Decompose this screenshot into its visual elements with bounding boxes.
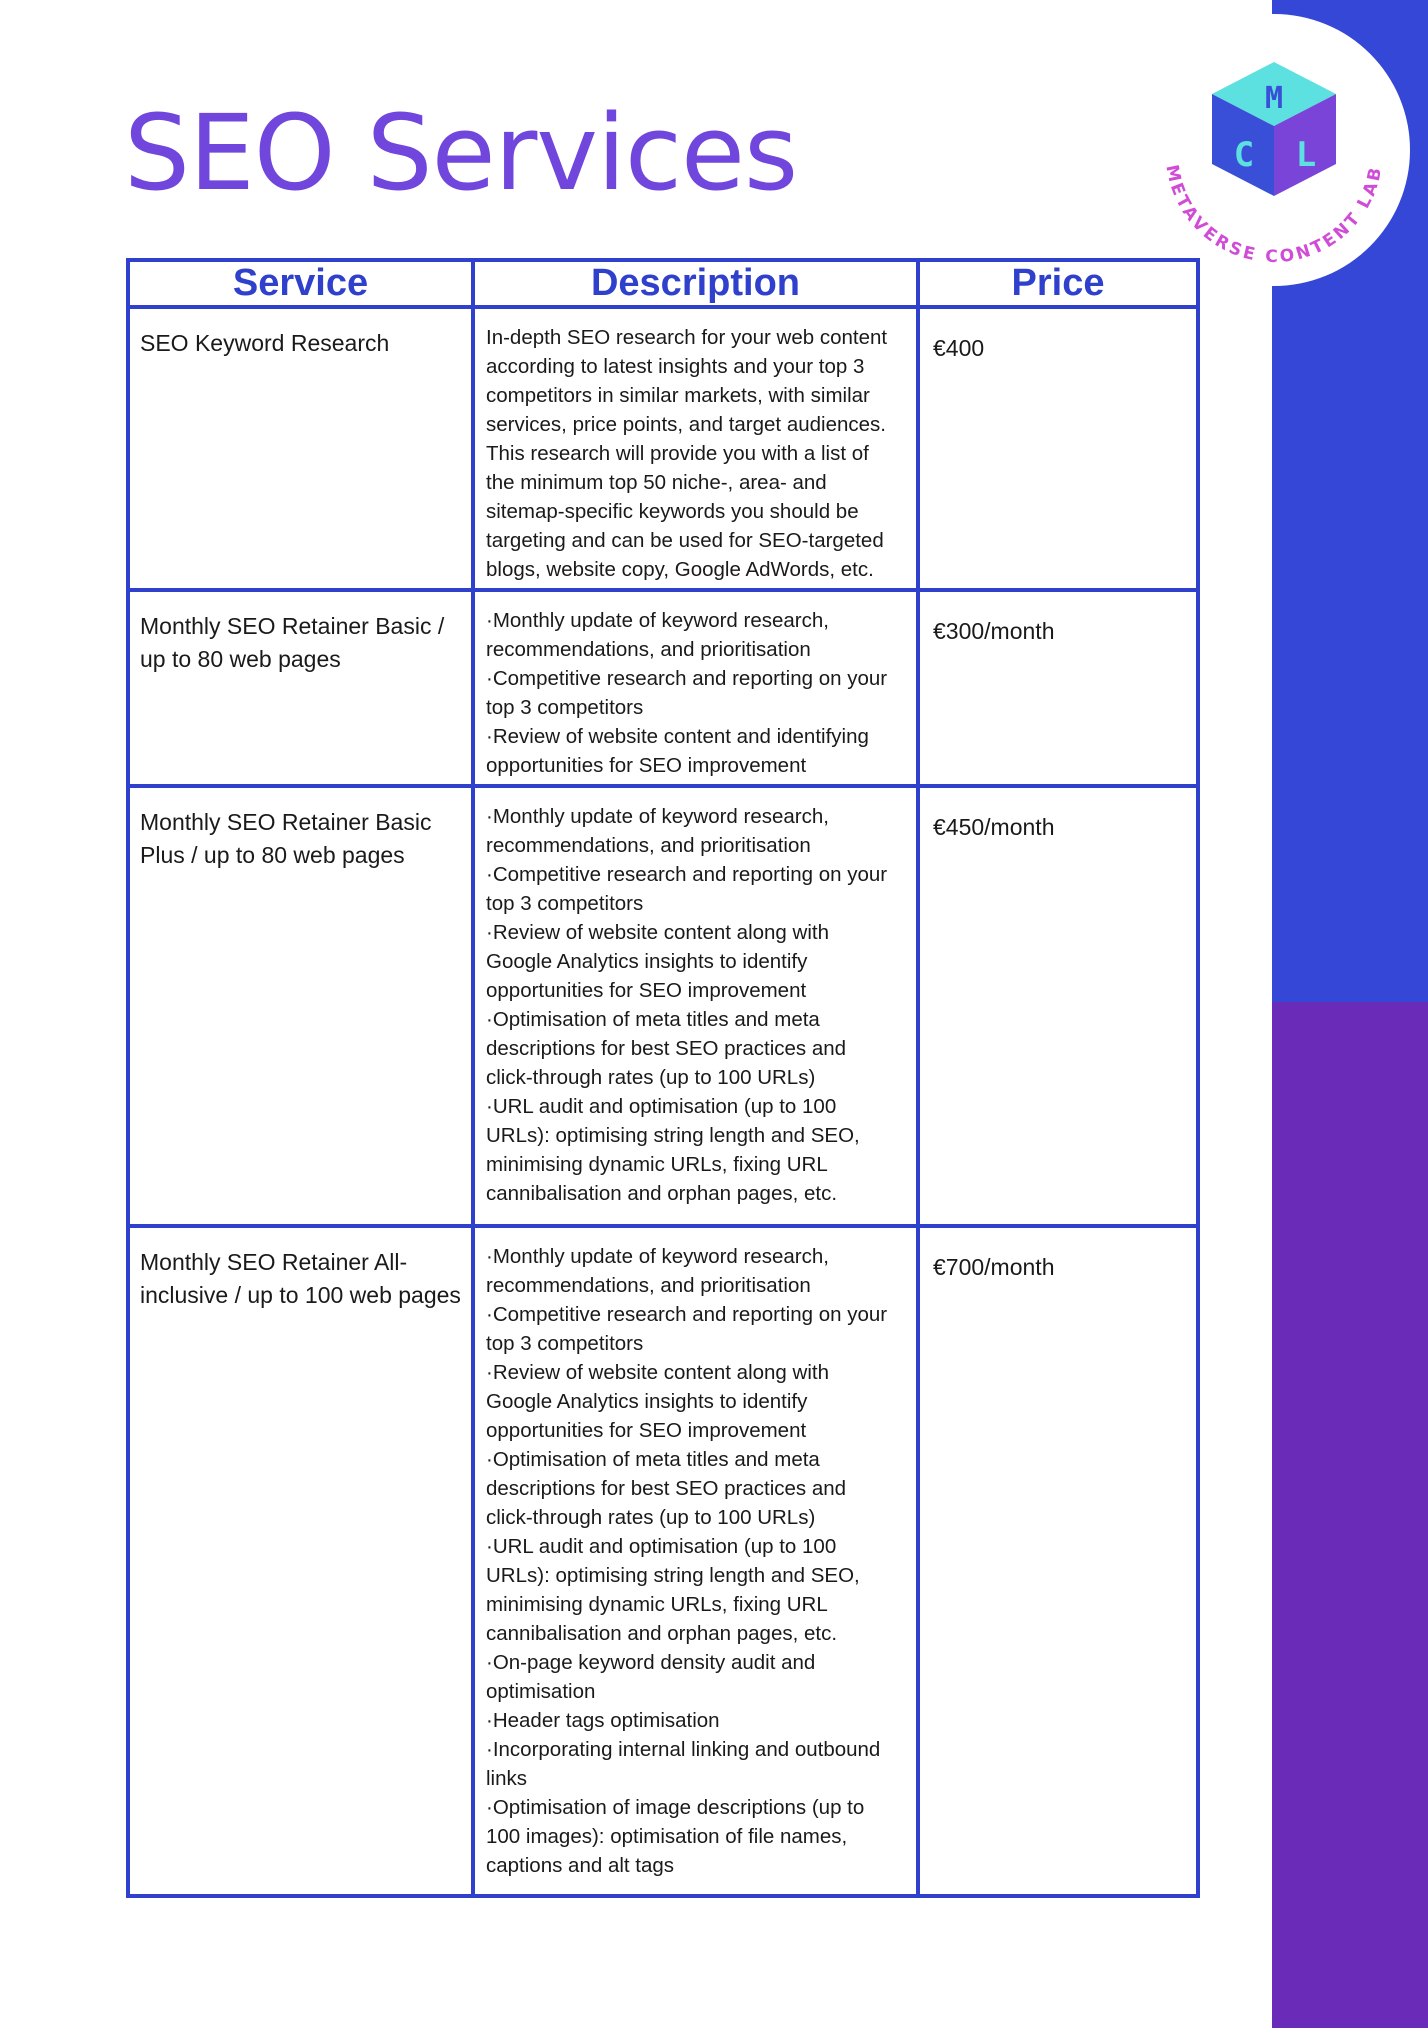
description-line: according to latest insights and your top 3 <box>486 355 865 378</box>
header-service: Service <box>128 260 473 307</box>
description-line: This research will provide you with a list of <box>486 442 869 465</box>
logo-brand-name: METAVERSE CONTENT LAB <box>1161 163 1387 268</box>
table-row <box>128 1226 1198 1896</box>
description-line: URLs): optimising string length and SEO, <box>486 1124 860 1147</box>
table-row <box>128 590 1198 786</box>
description-line: Google Analytics insights to identify <box>486 950 808 973</box>
description-line: minimising dynamic URLs, fixing URL <box>486 1593 828 1616</box>
description-line: targeting and can be used for SEO-targeted <box>486 529 884 552</box>
description-line: cannibalisation and orphan pages, etc. <box>486 1622 838 1645</box>
service-price: €700/month <box>918 1226 1198 1896</box>
header-price: Price <box>918 260 1198 307</box>
description-line: the minimum top 50 niche-, area- and <box>486 471 827 494</box>
logo-letter-c: C <box>1233 135 1255 175</box>
description-line: opportunities for SEO improvement <box>486 1419 807 1442</box>
description-line: ·Monthly update of keyword research, <box>486 1245 829 1268</box>
description-line: ·On-page keyword density audit and <box>486 1651 816 1674</box>
description-line: ·URL audit and optimisation (up to 100 <box>486 1095 837 1118</box>
description-line: cannibalisation and orphan pages, etc. <box>486 1182 838 1205</box>
table-row <box>128 307 1198 590</box>
description-line: 100 images): optimisation of file names, <box>486 1825 848 1848</box>
side-bar-purple <box>1272 1002 1428 2028</box>
service-price: €300/month <box>918 590 1198 786</box>
service-name: SEO Keyword Research <box>128 307 473 590</box>
description-line: ·Header tags optimisation <box>486 1709 720 1732</box>
description-line: blogs, website copy, Google AdWords, etc. <box>486 558 874 581</box>
description-line: ·Review of website content and identifying <box>486 725 869 748</box>
service-name: Monthly SEO Retainer All-inclusive / up to 100 web pages <box>128 1226 473 1896</box>
description-line: In-depth SEO research for your web content <box>486 326 888 349</box>
page-title: SEO Services <box>124 92 798 214</box>
description-line: recommendations, and prioritisation <box>486 1274 811 1297</box>
cube-logo-icon <box>1138 14 1410 286</box>
services-table <box>126 258 1200 1898</box>
description-line: opportunities for SEO improvement <box>486 754 807 777</box>
description-line: ·Monthly update of keyword research, <box>486 805 829 828</box>
description-line: sitemap-specific keywords you should be <box>486 500 859 523</box>
service-description <box>473 1226 918 1896</box>
description-line: opportunities for SEO improvement <box>486 979 807 1002</box>
description-line: competitors in similar markets, with similar <box>486 384 870 407</box>
description-line: top 3 competitors <box>486 696 644 719</box>
description-line: ·Monthly update of keyword research, <box>486 609 829 632</box>
description-line: top 3 competitors <box>486 892 644 915</box>
description-line: ·Competitive research and reporting on your <box>486 1303 888 1326</box>
description-line: descriptions for best SEO practices and <box>486 1037 847 1060</box>
logo-letter-m: M <box>1264 81 1284 116</box>
service-price: €450/month <box>918 786 1198 1226</box>
description-line: optimisation <box>486 1680 596 1703</box>
description-line: ·Review of website content along with <box>486 921 829 944</box>
logo-letter-l: L <box>1295 135 1317 175</box>
description-line: ·Optimisation of meta titles and meta <box>486 1448 820 1471</box>
description-line: click-through rates (up to 100 URLs) <box>486 1066 816 1089</box>
description-line: ·URL audit and optimisation (up to 100 <box>486 1535 837 1558</box>
table-row <box>128 786 1198 1226</box>
service-description <box>473 590 918 786</box>
service-price: €400 <box>918 307 1198 590</box>
description-line: Google Analytics insights to identify <box>486 1390 808 1413</box>
description-line: ·Competitive research and reporting on your <box>486 863 888 886</box>
description-line: click-through rates (up to 100 URLs) <box>486 1506 816 1529</box>
description-line: captions and alt tags <box>486 1854 675 1877</box>
description-line: ·Competitive research and reporting on your <box>486 667 888 690</box>
service-name: Monthly SEO Retainer Basic / up to 80 web pages <box>128 590 473 786</box>
service-description <box>473 307 918 590</box>
description-line: ·Review of website content along with <box>486 1361 829 1384</box>
description-line: recommendations, and prioritisation <box>486 834 811 857</box>
description-line: top 3 competitors <box>486 1332 644 1355</box>
table-header-row <box>128 260 1198 307</box>
description-line: descriptions for best SEO practices and <box>486 1477 847 1500</box>
service-description <box>473 786 918 1226</box>
description-line: links <box>486 1767 528 1790</box>
description-line: services, price points, and target audiences. <box>486 413 886 436</box>
service-name: Monthly SEO Retainer Basic Plus / up to 80 web pages <box>128 786 473 1226</box>
description-line: ·Optimisation of image descriptions (up to <box>486 1796 865 1819</box>
description-line: minimising dynamic URLs, fixing URL <box>486 1153 828 1176</box>
header-description: Description <box>473 260 918 307</box>
description-line: recommendations, and prioritisation <box>486 638 811 661</box>
description-line: ·Incorporating internal linking and outbound <box>486 1738 881 1761</box>
description-line: ·Optimisation of meta titles and meta <box>486 1008 820 1031</box>
description-line: URLs): optimising string length and SEO, <box>486 1564 860 1587</box>
